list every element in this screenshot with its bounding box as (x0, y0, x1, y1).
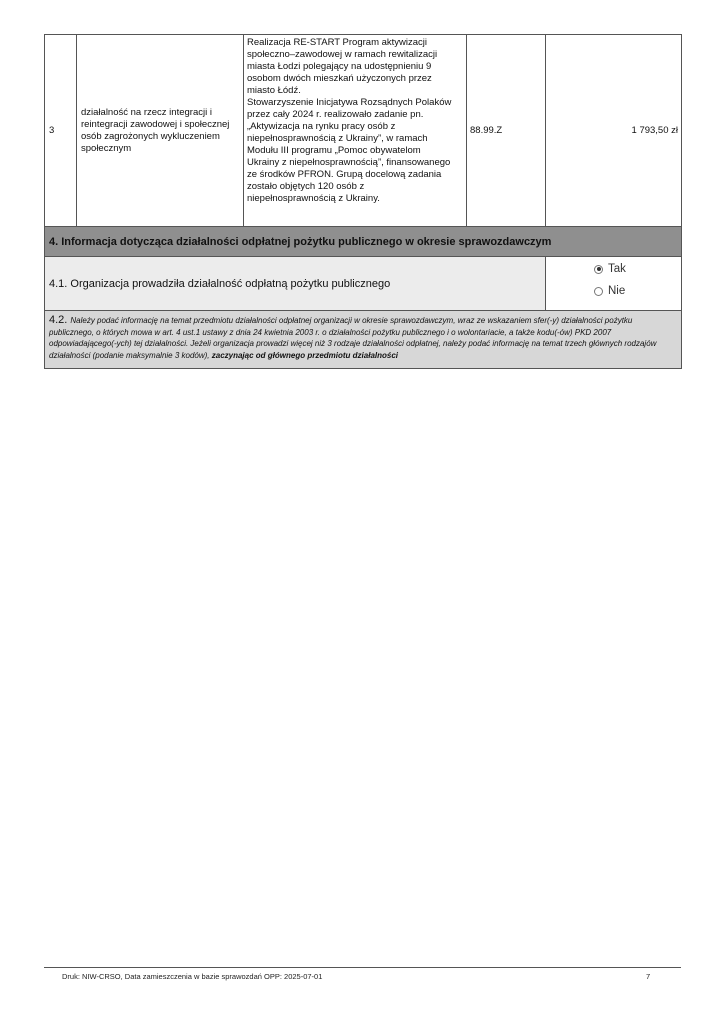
question-4-2-number: 4.2. (49, 314, 68, 326)
question-4-2-row (45, 311, 682, 369)
radio-selected-icon[interactable] (594, 265, 603, 274)
amount: 1 793,50 zł (546, 35, 682, 227)
description-line: zostało objętych 120 osób z (247, 181, 365, 192)
description-line: Stowarzyszenie Inicjatywa Rozsądnych Polaków (247, 97, 452, 108)
question-4-1-label: 4.1. Organizacja prowadziła działalność odpłatną pożytku publicznego (45, 257, 546, 311)
report-table (44, 34, 682, 369)
activity-area: działalność na rzecz integracji i reintegracji zawodowej i społecznej osób zagrożonych wykluczeniem społecznym (77, 35, 244, 227)
footer-divider (44, 967, 681, 968)
description-line: ze środków PFRON. Grupą docelową zadania (247, 169, 442, 180)
question-4-2-text: Należy podać informację na temat przedmiotu działalności odpłatnej organizacji w okresie sprawozdawczym, wraz ze wskazaniem sfer(-y) działalności pożytku publicznego, o których mowa w art. 4 ust.1 ustawy z dnia 24 kwietnia 2003 r. o działalności pożytku publicznego i o wolontariacie, a także kodu(-ów) PKD 2007 odpowiadającego(-ych) tej działalności. Jeżeli organizacja prowadzi więcej niż 3 rodzaje działalności odpłatnej, należy podać informację na temat trzech głównych rodzajów działalności (podanie maksymalnie 3 kodów), (49, 316, 657, 360)
description-line: „Aktywizacja na rynku pracy osób z (247, 121, 396, 132)
radio-unselected-icon[interactable] (594, 287, 603, 296)
row-number: 3 (45, 35, 77, 227)
option-tak-label: Tak (608, 263, 626, 275)
description-line: miasta Łodzi polegający na udostępnieniu 9 (247, 61, 432, 72)
question-4-1-options (546, 257, 682, 311)
description-line: Ukrainy z niepełnosprawnością”, finansowanego (247, 157, 451, 168)
question-4-1-row (45, 257, 682, 311)
option-tak[interactable] (594, 259, 681, 279)
page-number: 7 (646, 972, 651, 981)
footer-print-info: Druk: NIW-CRSO, Data zamieszczenia w bazie sprawozdań OPP: 2025-07-01 (62, 972, 323, 981)
activity-description (244, 35, 467, 227)
pkd-code: 88.99.Z (467, 35, 546, 227)
section-heading-row (45, 227, 682, 257)
description-line: społeczno–zawodowej w ramach rewitalizacji (247, 49, 438, 60)
description-line: niepełnosprawnością z Ukrainy”, w ramach (247, 133, 428, 144)
section-4-heading: 4. Informacja dotycząca działalności odpłatnej pożytku publicznego w okresie sprawozdawczym (45, 227, 682, 257)
description-line: miasto Łódź. (247, 85, 301, 96)
description-line: Modułu III programu „Pomoc obywatelom (247, 145, 421, 156)
description-line: przez cały 2024 r. realizowało zadanie pn. (247, 109, 424, 120)
option-nie[interactable] (594, 281, 681, 301)
option-nie-label: Nie (608, 285, 626, 297)
question-4-2-emphasis: zaczynając od głównego przedmiotu działalności (211, 350, 399, 360)
question-4-2-instructions (45, 311, 682, 369)
description-line: Realizacja RE-START Program aktywizacji (247, 37, 428, 48)
description-line: niepełnosprawnością z Ukrainy. (247, 193, 380, 204)
table-row (45, 35, 682, 227)
description-line: osobom dwóch mieszkań użyczonych przez (247, 73, 432, 84)
